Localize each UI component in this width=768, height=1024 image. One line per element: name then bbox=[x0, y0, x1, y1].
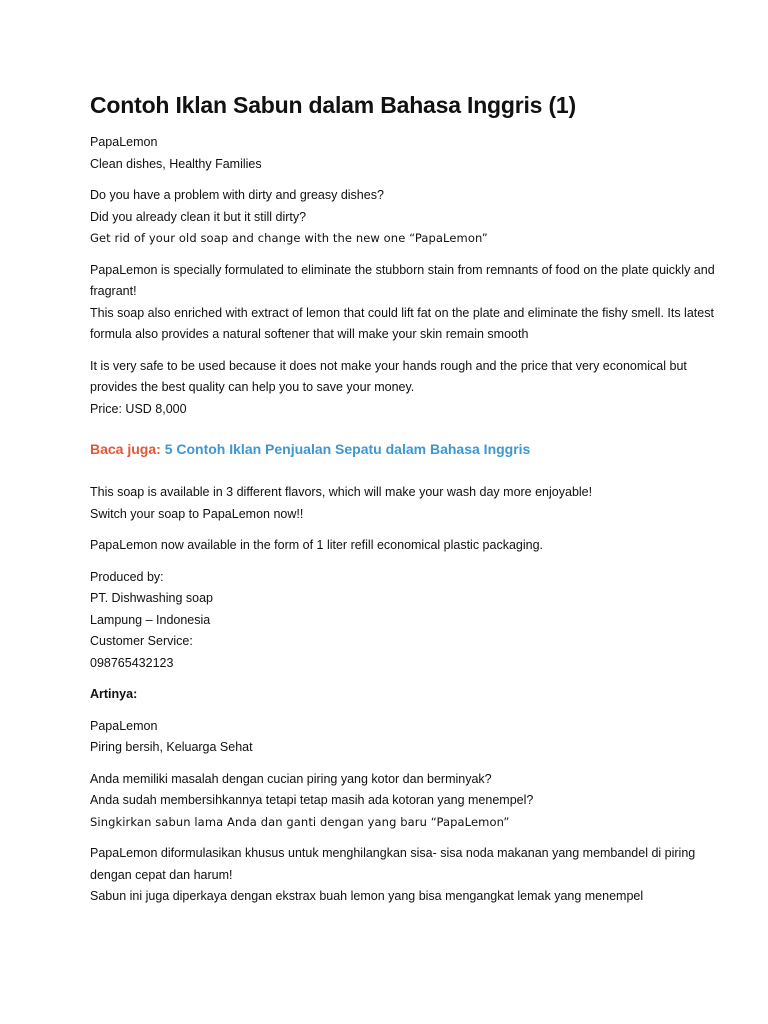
safety-text: It is very safe to be used because it does not make your hands rough and the price that very economical but provides the best quality can help you to save your money. bbox=[90, 358, 687, 394]
read-also-link[interactable]: 5 Contoh Iklan Penjualan Sepatu dalam Bahasa Inggris bbox=[164, 441, 531, 457]
id-question-line: Anda sudah membersihkannya tetapi tetap masih ada kotoran yang menempel? bbox=[90, 793, 534, 807]
safety-block bbox=[90, 356, 730, 421]
flavors-line: Switch your soap to PapaLemon now!! bbox=[90, 506, 304, 521]
flavors-block bbox=[90, 482, 730, 525]
id-description-line: PapaLemon diformulasikan khusus untuk menghilangkan sisa- sisa noda makanan yang membandel di piring dengan cepat dan harum! bbox=[90, 846, 696, 882]
question-line: Did you already clean it but it still dirty? bbox=[90, 209, 307, 224]
article-title: Contoh Iklan Sabun dalam Bahasa Inggris (1) bbox=[90, 92, 576, 118]
id-description-line: Sabun ini juga diperkaya dengan ekstrax buah lemon yang bisa mengangkat lemak yang menempel bbox=[90, 889, 644, 903]
refill-text: PapaLemon now available in the form of 1 liter refill economical plastic packaging. bbox=[90, 538, 544, 552]
id-brand-name: PapaLemon bbox=[90, 718, 158, 733]
questions-block bbox=[90, 185, 730, 250]
brand-slogan: Clean dishes, Healthy Families bbox=[90, 156, 262, 171]
brand-name: PapaLemon bbox=[90, 135, 158, 149]
phone-number: 098765432123 bbox=[90, 655, 174, 670]
id-brand-block bbox=[90, 716, 730, 759]
read-also-label: Baca juga: bbox=[90, 441, 161, 457]
description-line: PapaLemon is specially formulated to eliminate the stubborn stain from remnants of food on the plate quickly and fragrant! bbox=[90, 262, 715, 298]
question-line: Do you have a problem with dirty and greasy dishes? bbox=[90, 188, 384, 202]
producer-line: Lampung – Indonesia bbox=[90, 612, 211, 627]
id-brand-slogan: Piring bersih, Keluarga Sehat bbox=[90, 740, 253, 754]
article bbox=[90, 90, 730, 918]
meaning-heading: Artinya: bbox=[90, 687, 138, 701]
id-questions-block bbox=[90, 769, 730, 834]
flavors-line: This soap is available in 3 different flavors, which will make your wash day more enjoyable! bbox=[90, 485, 593, 499]
producer-block bbox=[90, 567, 730, 675]
id-question-line: Singkirkan sabun lama Anda dan ganti dengan yang baru “PapaLemon” bbox=[90, 814, 510, 829]
producer-line: Produced by: bbox=[90, 569, 164, 584]
id-description-block bbox=[90, 843, 730, 908]
description-block bbox=[90, 260, 730, 346]
question-line: Get rid of your old soap and change with the new one “PapaLemon” bbox=[90, 231, 488, 245]
price-text: Price: USD 8,000 bbox=[90, 401, 187, 416]
producer-line: PT. Dishwashing soap bbox=[90, 591, 213, 605]
description-line: This soap also enriched with extract of lemon that could lift fat on the plate and eliminate the fishy smell. Its latest formula also provides a natural softener that will make your skin remain smooth bbox=[90, 305, 714, 341]
brand-block bbox=[90, 132, 730, 175]
producer-line: Customer Service: bbox=[90, 634, 193, 648]
id-question-line: Anda memiliki masalah dengan cucian piring yang kotor dan berminyak? bbox=[90, 771, 492, 786]
read-also bbox=[90, 438, 730, 460]
